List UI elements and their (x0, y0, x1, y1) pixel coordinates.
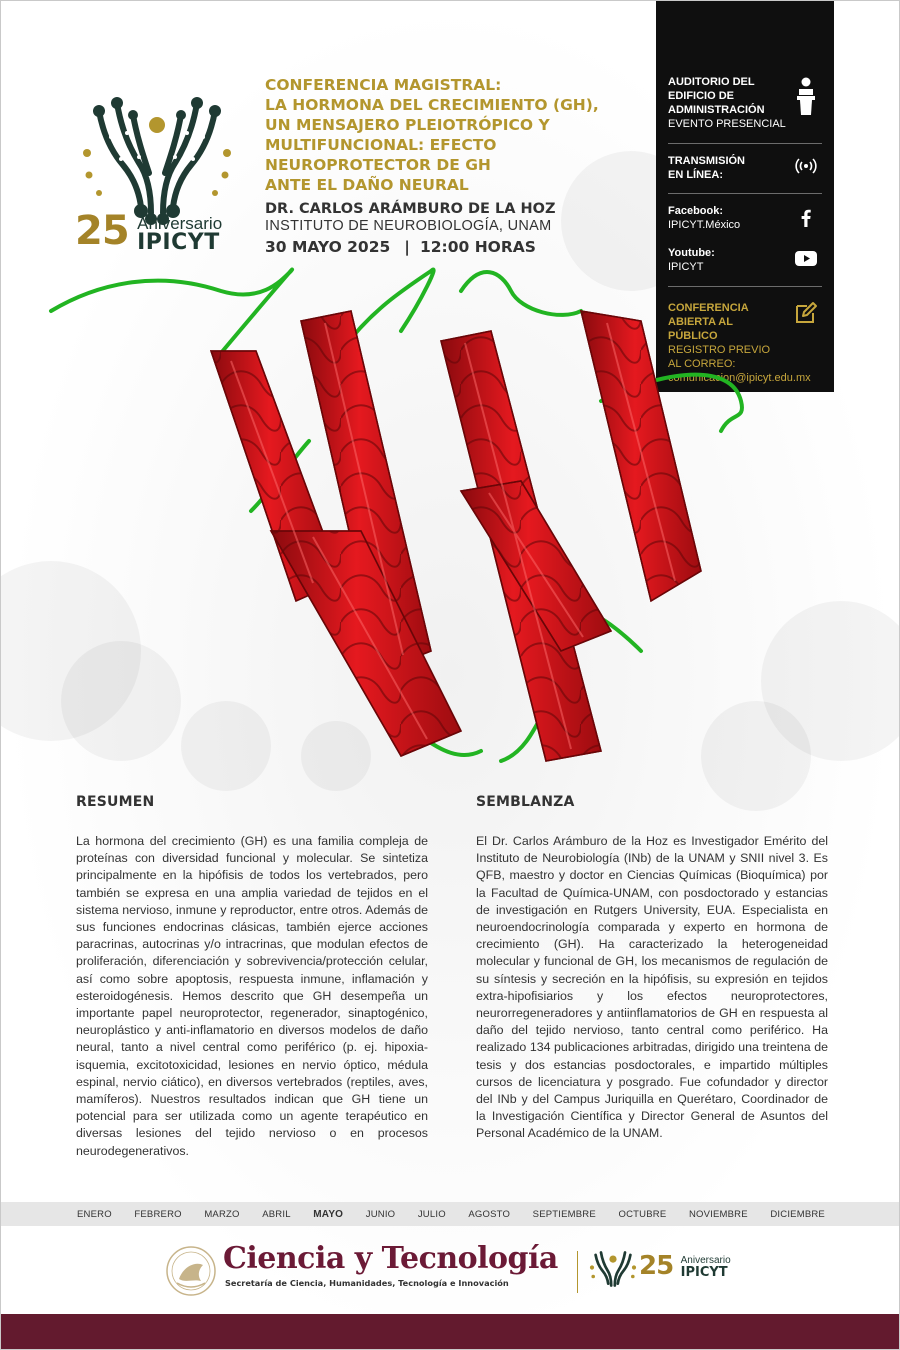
title-line: LA HORMONA DEL CRECIMIENTO (GH), (265, 96, 599, 114)
facebook-icon[interactable] (794, 206, 818, 230)
stream-row (668, 144, 822, 194)
title-line: CONFERENCIA MAGISTRAL: (265, 76, 502, 94)
brand-subtitle: Secretaría de Ciencia, Humanidades, Tecnología e Innovación (225, 1278, 509, 1288)
date-separator: | (404, 238, 410, 256)
month-marzo: MARZO (204, 1208, 240, 1220)
registration-line: AL CORREO: (668, 358, 736, 370)
stream-line: EN LÍNEA: (668, 169, 723, 181)
mexico-seal-icon (165, 1245, 217, 1297)
facebook-label: Facebook: (668, 205, 724, 217)
bottom-color-bar (1, 1314, 900, 1350)
event-time: 12:00 HORAS (419, 238, 536, 256)
title-line: ANTE EL DAÑO NEURAL (265, 176, 469, 194)
brand-name: Ciencia y Tecnología (223, 1241, 558, 1276)
title-line: NEUROPROTECTOR DE GH (265, 156, 491, 174)
ciencia-tecnologia-logo (223, 1241, 558, 1289)
month-agosto: AGOSTO (468, 1208, 511, 1220)
resumen-body: La hormona del crecimiento (GH) es una familia compleja de proteínas con diversidad funcional y molecular. Se sintetiza principalmente en la hipófisis de todos los vertebrados, pero también se expresa en una amplia variedad de tejidos en el sistema nervioso, inmune y reproductor, entre otros. Además de sus funciones endocrinas clásicas, también ejerce acciones paracrinas, autocrinas y/o intracrinas, que modulan efectos de proliferación, diferenciación y sobrevivencia/protección celular, así como sobre apoptosis, respuesta inmune, inflamación y esteroidogénesis. Hemos descrito que GH desempeña un importante papel neuroprotector, regenerador, sinaptogénico, neuroplástico y anti-inflamatorio en diversos modelos de daño neural, tanto a nivel central como periférico (p. ej. hipoxia- isquemia, excitotoxicidad, lesiones en nervio óptico, médula espinal, nervio ciático), en diversos vertebrados (reptiles, aves, mamíferos). Nuestros resultados indican que GH tiene un potencial para ser utilizada como un agente terapéutico en diversas lesiones del tejido nervioso o en procesos neurodegenerativos. (76, 834, 428, 1158)
month-septiembre: SEPTIEMBRE (532, 1208, 596, 1220)
footer-anniversary-word: Aniversario (680, 1255, 731, 1266)
venue-line: EDIFICIO DE (668, 90, 735, 102)
month-abril: ABRIL (262, 1208, 291, 1220)
open-line: PÚBLICO (668, 330, 718, 342)
month-enero: ENERO (77, 1208, 112, 1220)
month-febrero: FEBRERO (134, 1208, 182, 1220)
footer-divider (577, 1251, 578, 1293)
youtube-icon[interactable] (794, 246, 818, 270)
ipicyt-mini-logo-icon (589, 1249, 637, 1295)
footer-anniversary-number: 25 (639, 1251, 674, 1281)
venue-row (668, 1, 822, 144)
month-junio: JUNIO (365, 1208, 396, 1220)
speaker-name: DR. CARLOS ARÁMBURO DE LA HOZ (265, 201, 556, 217)
anniversary-org: IPICYT (137, 230, 220, 255)
growth-hormone-protein-illustration (41, 231, 761, 791)
conference-title (265, 75, 625, 195)
footer-anniversary-org: IPICYT (680, 1265, 728, 1280)
month-octubre: OCTUBRE (618, 1208, 667, 1220)
resumen-heading: RESUMEN (76, 794, 155, 810)
month-mayo: MAYO (313, 1208, 344, 1220)
open-line: ABIERTA AL (668, 316, 733, 328)
broadcast-icon (794, 154, 818, 178)
stream-line: TRANSMISIÓN (668, 155, 745, 167)
title-block (265, 75, 625, 257)
semblanza-body: El Dr. Carlos Arámburo de la Hoz es Investigador Emérito del Instituto de Neurobiología (INb) de la UNAM y SNII nivel 3. Es QFB, maestro y doctor en Ciencias Químicas (Bioquímica) por la Facultad de Química-UNAM, con posdoctorado y estancias de investigación en Rutgers University, EUA. Especialista en neuroendocrinología comparada y experto en hormona de crecimiento (GH). Ha caracterizado la heterogeneidad molecular y funcional de GH, los mecanismos de regulación de su síntesis y secreción en la hipófisis, su expresión en tejidos extra-hipofisiarios y los efectos neuroprotectores, neurorregeneradores y antiinflamatorios de GH en respuesta al daño del tejido nervioso, tanto central como periférico. Ha realizado 134 publicaciones arbitradas, dirigido una treintena de tesis y dos estancias posdoctorales, e impartido múltiples cursos de licenciatura y posgrado. Fue cofundador y director del INb y del Campus Juriquilla en Querétaro, Coordinador de la Investigación Científica y Director General de Asuntos del Personal Académico de la UNAM. (476, 834, 828, 1141)
footer (1, 1235, 900, 1307)
footer-anniversary-badge (639, 1251, 731, 1281)
venue-mode: EVENTO PRESENCIAL (668, 118, 786, 130)
registration-line: REGISTRO PREVIO (668, 344, 771, 356)
speaker-institute: INSTITUTO DE NEUROBIOLOGÍA, UNAM (265, 218, 552, 234)
open-line: CONFERENCIA (668, 302, 749, 314)
month-diciembre: DICIEMBRE (770, 1208, 825, 1220)
month-noviembre: NOVIEMBRE (688, 1208, 748, 1220)
resumen-section (76, 794, 428, 1160)
podium-speaker-icon (794, 77, 818, 117)
youtube-handle[interactable]: IPICYT (668, 261, 704, 273)
month-julio: JULIO (417, 1208, 446, 1220)
title-line: UN MENSAJERO PLEIOTRÓPICO Y (265, 116, 550, 134)
semblanza-heading: SEMBLANZA (476, 794, 575, 810)
youtube-label: Youtube: (668, 247, 715, 259)
anniversary-word: Aniversario (137, 214, 223, 233)
edit-form-icon (794, 301, 818, 325)
registration-email[interactable]: comunicacion@ipicyt.edu.mx (668, 372, 811, 384)
venue-line: ADMINISTRACIÓN (668, 104, 765, 116)
title-line: MULTIFUNCIONAL: EFECTO (265, 136, 497, 154)
venue-line: AUDITORIO DEL (668, 76, 755, 88)
anniversary-number: 25 (75, 208, 129, 254)
month-bar (1, 1202, 900, 1226)
semblanza-section (476, 794, 828, 1143)
event-date: 30 MAYO 2025 (265, 238, 391, 256)
facebook-handle[interactable]: IPICYT.México (668, 219, 741, 231)
